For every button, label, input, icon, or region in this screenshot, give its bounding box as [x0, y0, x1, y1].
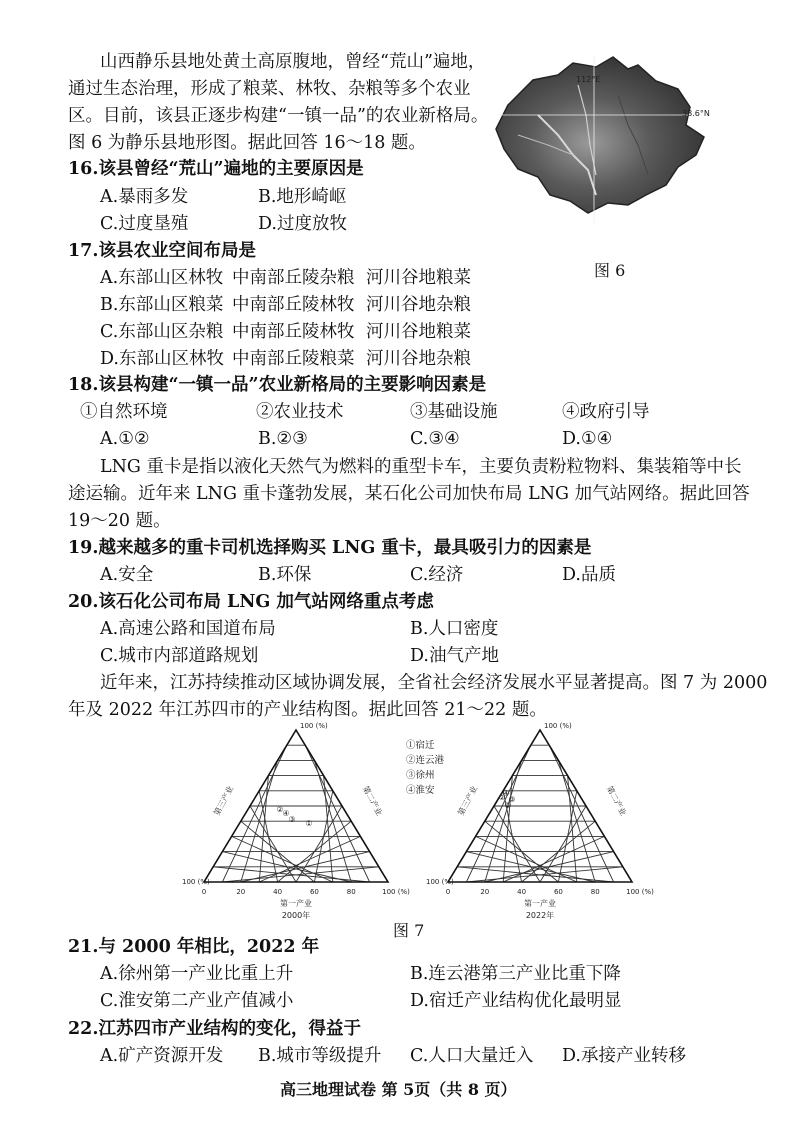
ternary-chart-2000-svg: [176, 722, 416, 922]
passage2-line-1: LNG 重卡是指以液化天然气为燃料的重型卡车，主要负责粉粒物料、集装箱等中长: [100, 457, 742, 477]
tri2022-tick-bottom: 100 (%): [626, 888, 654, 896]
tri2022-grid-l: [476, 836, 577, 882]
passage1-line-3: 区。目前，该县正逐步构建“一镇一品”的农业新格局。: [68, 106, 489, 126]
q21-option-d: D.宿迁产业结构优化最明显: [410, 991, 622, 1011]
q17-option-d-1: D.东部山区林牧: [100, 349, 224, 369]
q19-stem: 19.越来越多的重卡司机选择购买 LNG 重卡，最具吸引力的因素是: [68, 538, 592, 558]
tri2022-marker-1: ①: [504, 801, 512, 810]
q16-option-a: A.暴雨多发: [100, 187, 189, 207]
fig7-legend: [406, 738, 444, 798]
tri2022-corner-pct: 100 (%): [426, 878, 454, 886]
tri2022-grid-r: [549, 745, 613, 882]
q18-stem: 18.该县构建“一镇一品”农业新格局的主要影响因素是: [68, 375, 487, 395]
tri2022-axis-tertiary: 第三产业: [456, 784, 480, 818]
tri2000-marker-2: ②: [276, 805, 284, 814]
tri2000-grid-r: [305, 745, 369, 882]
map-lat-label: 38.6°N: [682, 109, 710, 118]
tri2000-corner-pct: 100 (%): [182, 878, 210, 886]
legend-item-xuzhou: ③徐州: [406, 770, 435, 781]
q20-option-d: D.油气产地: [410, 646, 499, 666]
q17-option-b-1: B.东部山区粮菜: [100, 295, 224, 315]
tri2000-tick-bottom: 80: [346, 888, 356, 896]
legend-item-lianyungang: ②连云港: [406, 755, 445, 766]
tri2000-axis-tertiary: 第三产业: [212, 784, 236, 818]
terrain-map: [478, 45, 718, 225]
q18-factor-1: ①自然环境: [80, 402, 168, 422]
tri2000-grid-l: [232, 836, 333, 882]
q20-option-c: C.城市内部道路规划: [100, 646, 259, 666]
map-lon-label: 112°E: [576, 75, 601, 84]
q17-option-c-1: C.东部山区杂粮: [100, 322, 224, 342]
tri2000-marker-3: ③: [288, 815, 296, 824]
tri2000-tick-bottom: 20: [236, 888, 246, 896]
tri2000-grid-l: [213, 867, 369, 882]
q16-option-c: C.过度垦殖: [100, 214, 189, 234]
q22-option-d: D.承接产业转移: [562, 1046, 686, 1066]
tri2000-tick-bottom: 0: [201, 888, 207, 896]
tri2000-marker-1: ①: [305, 819, 313, 828]
q19-option-a: A.安全: [100, 565, 154, 585]
q17-option-b-3: 河川谷地杂粮: [366, 295, 471, 315]
q21-option-c: C.淮安第二产业产值减小: [100, 991, 294, 1011]
q18-factor-2: ②农业技术: [256, 402, 344, 422]
passage1-line-1: 山西静乐县地处黄土高原腹地，曾经“荒山”遍地，: [100, 52, 486, 72]
q17-option-b-2: 中南部丘陵林牧: [232, 295, 355, 315]
passage1-line-4: 图 6 为静乐县地形图。据此回答 16～18 题。: [68, 133, 426, 153]
passage2-line-3: 19～20 题。: [68, 511, 171, 531]
legend-item-huaian: ④淮安: [406, 785, 435, 796]
q18-option-d: D.①④: [562, 429, 613, 449]
tri2022-tick-bottom: 80: [590, 888, 600, 896]
passage2-line-2: 途运输。近年来 LNG 重卡蓬勃发展，某石化公司加快布局 LNG 加气站网络。据此回答: [68, 484, 750, 504]
tri2000-top-pct: 100 (%): [300, 722, 328, 730]
tri2000-axis-secondary: 第二产业: [360, 784, 384, 818]
q20-stem: 20.该石化公司布局 LNG 加气站网络重点考虑: [68, 592, 434, 612]
q22-option-b: B.城市等级提升: [258, 1046, 382, 1066]
passage1-line-2: 通过生态治理，形成了粮菜、林牧、杂粮等多个农业: [68, 79, 471, 99]
q17-option-a-1: A.东部山区林牧: [100, 268, 224, 288]
ternary-chart-2022: [420, 722, 660, 922]
tri2022-marker-3: ③: [508, 795, 516, 804]
q17-option-d-3: 河川谷地杂粮: [366, 349, 471, 369]
q18-option-c: C.③④: [410, 429, 460, 449]
tri2022-axis-secondary: 第二产业: [604, 784, 628, 818]
tri2000-tick-bottom: 40: [273, 888, 283, 896]
tri2022-grid-l: [457, 867, 613, 882]
passage3-line-1: 近年来，江苏持续推动区域协调发展，全省社会经济发展水平显著提高。图 7 为 2000: [100, 673, 768, 693]
q21-stem: 21.与 2000 年相比，2022 年: [68, 937, 320, 957]
terrain-map-image: [478, 45, 718, 225]
q22-option-a: A.矿产资源开发: [100, 1046, 224, 1066]
q17-option-c-3: 河川谷地粮菜: [366, 322, 471, 342]
q18-option-b: B.②③: [258, 429, 308, 449]
q17-option-a-2: 中南部丘陵杂粮: [232, 268, 355, 288]
q16-option-b: B.地形崎岖: [258, 187, 347, 207]
tri2022-axis-primary: 第一产业: [524, 899, 556, 908]
page-footer: 高三地理试卷 第 5页（共 8 页）: [280, 1080, 517, 1099]
tri2000-axis-primary: 第一产业: [280, 899, 312, 908]
q21-option-b: B.连云港第三产业比重下降: [410, 964, 621, 984]
tri2022-marker-2: ②: [498, 793, 506, 802]
q20-option-b: B.人口密度: [410, 619, 499, 639]
tri2022-tick-bottom: 0: [445, 888, 451, 896]
q22-option-c: C.人口大量迁入: [410, 1046, 534, 1066]
tri2022-tick-bottom: 60: [553, 888, 563, 896]
tri2000-marker-4: ④: [282, 809, 290, 818]
q19-option-c: C.经济: [410, 565, 464, 585]
legend-item-suqian: ①宿迁: [406, 740, 435, 751]
q18-factor-4: ④政府引导: [562, 402, 650, 422]
q17-stem: 17.该县农业空间布局是: [68, 241, 256, 261]
tri2022-year-label: 2022年: [525, 911, 555, 920]
ternary-chart-2000: [176, 722, 416, 922]
figure-7-caption: 图 7: [393, 921, 425, 940]
ternary-chart-2022-svg: [420, 722, 660, 922]
q18-factor-3: ③基础设施: [410, 402, 498, 422]
tri2000-year-label: 2000年: [281, 911, 311, 920]
passage3-line-2: 年及 2022 年江苏四市的产业结构图。据此回答 21～22 题。: [68, 700, 547, 720]
tri2022-tick-bottom: 20: [480, 888, 490, 896]
q22-stem: 22.江苏四市产业结构的变化，得益于: [68, 1019, 361, 1039]
tri2022-top-pct: 100 (%): [544, 722, 572, 730]
q21-option-a: A.徐州第一产业比重上升: [100, 964, 294, 984]
tri2000-tick-bottom: 60: [309, 888, 319, 896]
q16-stem: 16.该县曾经“荒山”遍地的主要原因是: [68, 159, 364, 179]
q16-option-d: D.过度放牧: [258, 214, 347, 234]
tri2000-tick-bottom: 100 (%): [382, 888, 410, 896]
q20-option-a: A.高速公路和国道布局: [100, 619, 276, 639]
q19-option-b: B.环保: [258, 565, 312, 585]
q19-option-d: D.品质: [562, 565, 616, 585]
q18-option-a: A.①②: [100, 429, 150, 449]
q17-option-d-2: 中南部丘陵粮菜: [232, 349, 355, 369]
tri2022-marker-4: ④: [502, 789, 510, 798]
tri2022-tick-bottom: 40: [517, 888, 527, 896]
q17-option-a-3: 河川谷地粮菜: [366, 268, 471, 288]
q17-option-c-2: 中南部丘陵林牧: [232, 322, 355, 342]
figure-6-caption: 图 6: [594, 261, 626, 280]
